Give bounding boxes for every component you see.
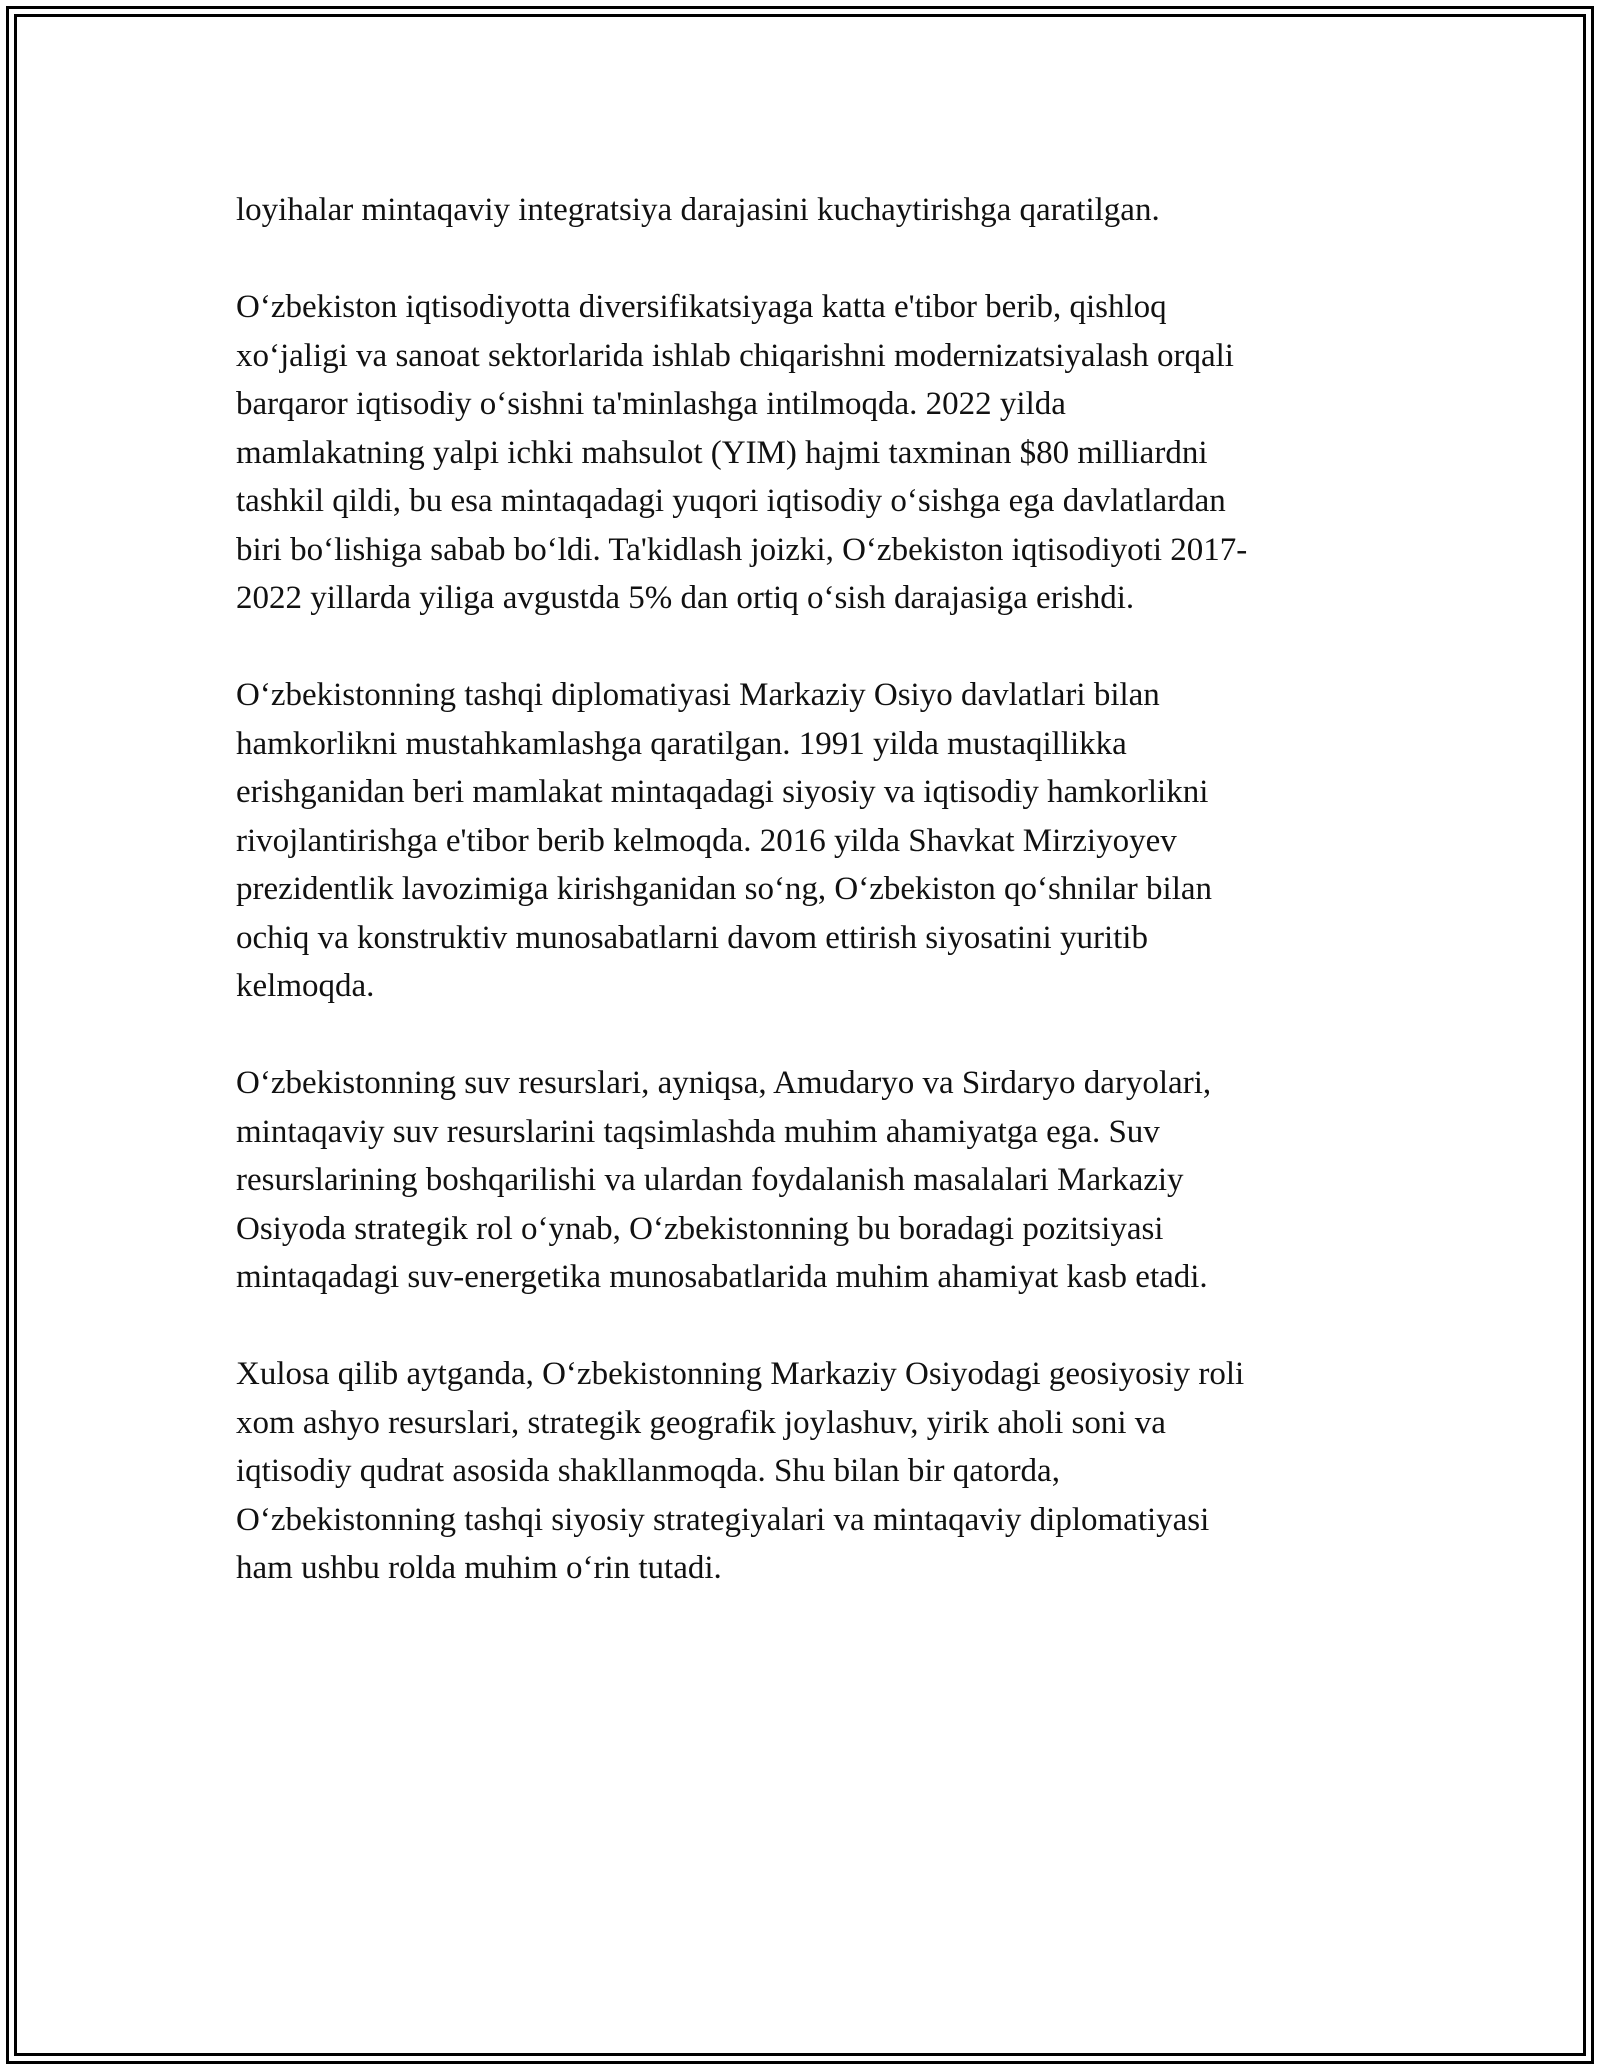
- text-line: mintaqaviy suv resurslarini taqsimlashda muhim ahamiyatga ega. Suv: [236, 1113, 1160, 1150]
- text-line: O‘zbekistonning tashqi diplomatiyasi Markaziy Osiyo davlatlari bilan: [236, 677, 1160, 713]
- text-line: O‘zbekistonning suv resurslari, ayniqsa, Amudaryo va Sirdaryo daryolari,: [236, 1065, 1212, 1101]
- text-line: mintaqadagi suv-energetika munosabatlarida muhim ahamiyat kasb etadi.: [236, 1259, 1208, 1295]
- paragraph-3: [236, 671, 1376, 1011]
- text-line: hamkorlikni mustahkamlashga qaratilgan. 1991 yilda mustaqillikka: [236, 725, 1127, 762]
- text-line: resurslarining boshqarilishi va ulardan foydalanish masalalari Markaziy: [236, 1162, 1184, 1198]
- text-line: tashkil qildi, bu esa mintaqadagi yuqori iqtisodiy o‘sishga ega davlatlardan: [236, 483, 1226, 519]
- text-line: Xulosa qilib aytganda, O‘zbekistonning Markaziy Osiyodagi geosiyosiy roli: [236, 1356, 1245, 1392]
- text-line: O‘zbekistonning tashqi siyosiy strategiyalari va mintaqaviy diplomatiyasi: [236, 1501, 1210, 1538]
- text-line: xo‘jaligi va sanoat sektorlarida ishlab chiqarishni modernizatsiyalash orqali: [236, 337, 1234, 374]
- text-line: erishganidan beri mamlakat mintaqadagi siyosiy va iqtisodiy hamkorlikni: [236, 774, 1209, 810]
- text-line: Osiyoda strategik rol o‘ynab, O‘zbekistonning bu boradagi pozitsiyasi: [236, 1210, 1164, 1247]
- text-line: 2022 yillarda yiliga avgustda 5% dan ortiq o‘sish darajasiga erishdi.: [236, 580, 1135, 616]
- text-line: rivojlantirishga e'tibor berib kelmoqda. 2016 yilda Shavkat Mirziyoyev: [236, 822, 1177, 859]
- paragraph-4: [236, 1059, 1376, 1302]
- paragraph-5: [236, 1350, 1376, 1593]
- text-line: ochiq va konstruktiv munosabatlarni davom ettirish siyosatini yuritib: [236, 919, 1148, 956]
- paragraph-1: [236, 186, 1376, 235]
- document-body: [236, 186, 1376, 1641]
- text-line: ham ushbu rolda muhim o‘rin tutadi.: [236, 1550, 722, 1586]
- text-line: barqaror iqtisodiy o‘sishni ta'minlashga intilmoqda. 2022 yilda: [236, 386, 1066, 422]
- text-line: loyihalar mintaqaviy integratsiya darajasini kuchaytirishga qaratilgan.: [236, 192, 1160, 228]
- text-line: xom ashyo resurslari, strategik geografik joylashuv, yirik aholi soni va: [236, 1404, 1166, 1441]
- text-line: iqtisodiy qudrat asosida shakllanmoqda. Shu bilan bir qatorda,: [236, 1453, 1060, 1489]
- text-line: O‘zbekiston iqtisodiyotta diversifikatsiyaga katta e'tibor berib, qishloq: [236, 289, 1167, 325]
- text-line: prezidentlik lavozimiga kirishganidan so‘ng, O‘zbekiston qo‘shnilar bilan: [236, 871, 1213, 907]
- text-line: mamlakatning yalpi ichki mahsulot (YIM) hajmi taxminan $80 milliardni: [236, 434, 1208, 471]
- text-line: kelmoqda.: [236, 968, 375, 1004]
- paragraph-2: [236, 283, 1376, 623]
- text-line: biri bo‘lishiga sabab bo‘ldi. Ta'kidlash joizki, O‘zbekiston iqtisodiyoti 2017-: [236, 531, 1248, 568]
